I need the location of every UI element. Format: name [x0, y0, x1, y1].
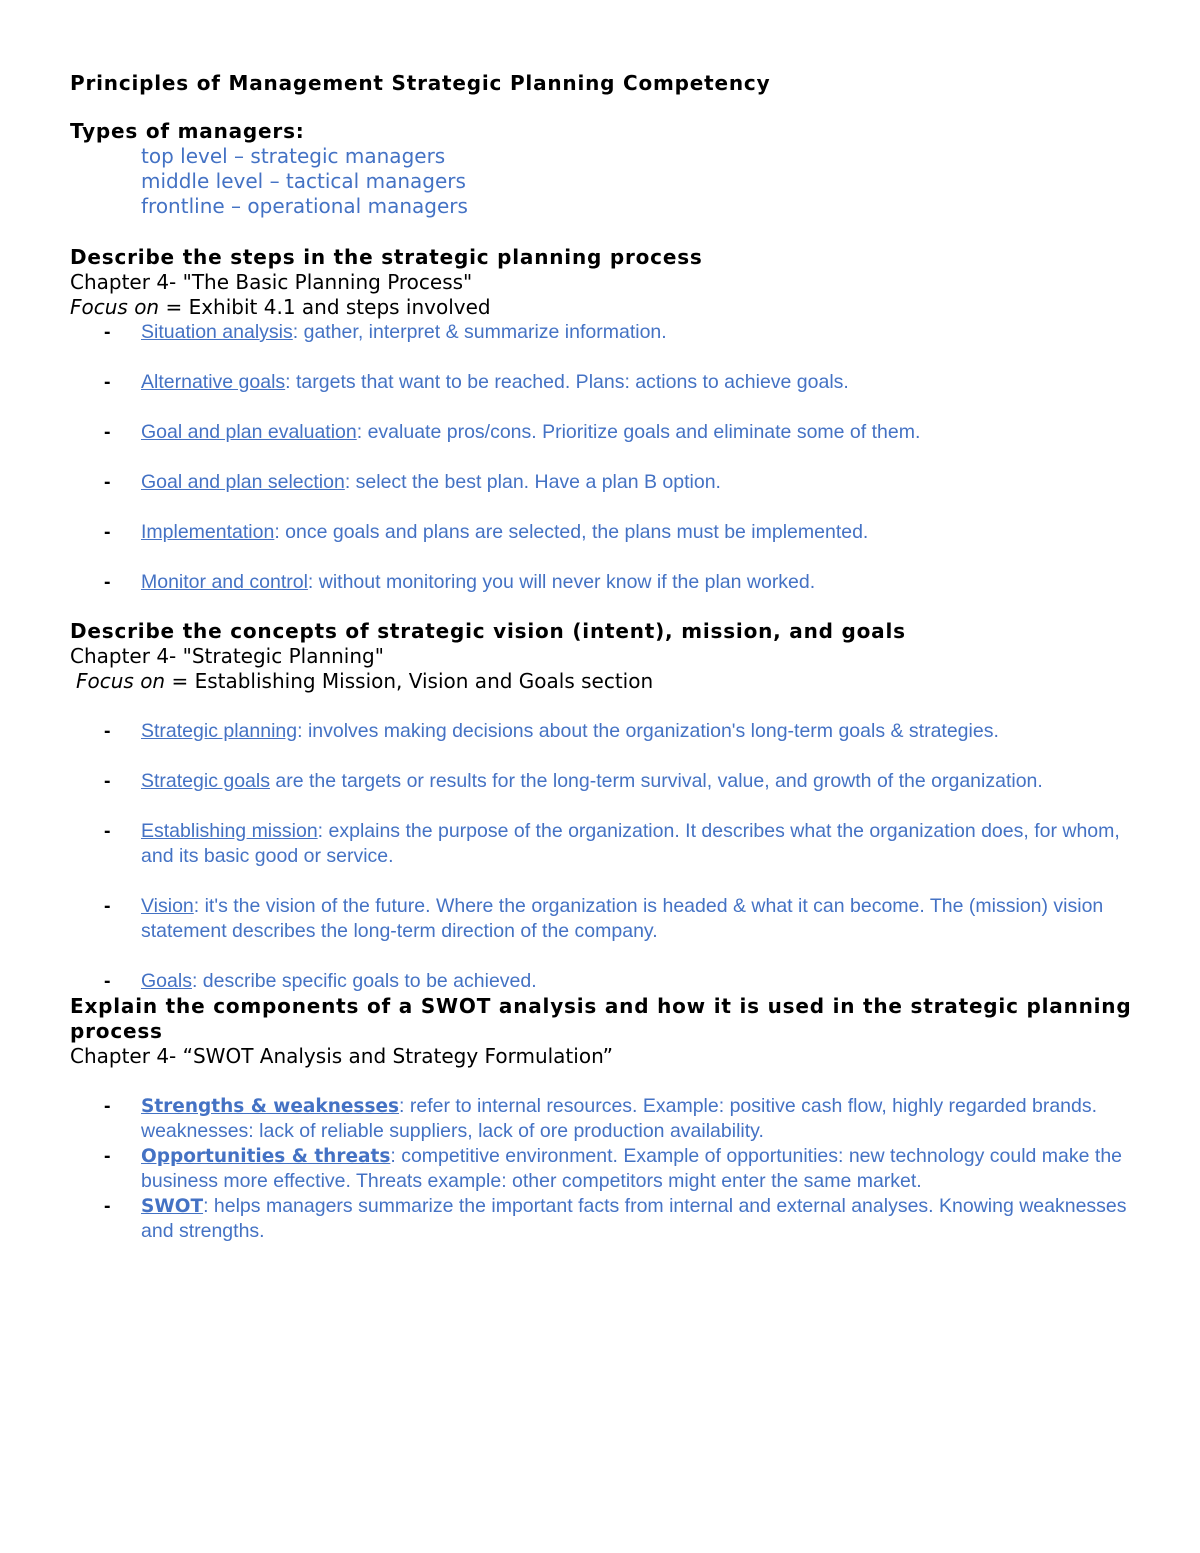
list-text: : evaluate pros/cons. Prioritize goals and eliminate some of them. — [356, 421, 921, 443]
steps-list — [70, 320, 1140, 595]
list-term: Goals — [141, 970, 192, 992]
list-term: Opportunities & threats — [141, 1146, 391, 1167]
managers-heading: Types of managers: — [70, 119, 305, 143]
manager-item: top level – strategic managers — [141, 144, 446, 168]
list-spacer — [70, 545, 1140, 570]
list-text: : refer to internal resources. Example: positive cash flow, highly regarded brands. weaknesses: lack of reliable suppliers, lack of ore production availability. — [141, 1095, 1098, 1142]
list-text: : it's the vision of the future. Where the organization is headed & what it can become. The (mission) vision statement describes the long-term direction of the company. — [141, 895, 1104, 942]
list-text: : explains the purpose of the organization. It describes what the organization does, for whom, and its basic good or service. — [141, 820, 1120, 867]
list-term: Situation analysis — [141, 321, 293, 343]
list-item — [70, 769, 1140, 794]
list-term: Goal and plan selection — [141, 471, 345, 493]
list-spacer — [70, 744, 1140, 769]
focus-label: Focus on — [76, 669, 166, 693]
list-text: : involves making decisions about the organization's long-term goals & strategies. — [297, 720, 999, 742]
section1-focus — [70, 295, 1140, 320]
list-item — [70, 320, 1140, 345]
bullet-dash: - — [104, 970, 111, 992]
bullet-dash: - — [104, 471, 111, 493]
section3-chapter: Chapter 4- “SWOT Analysis and Strategy Formulation” — [70, 1044, 614, 1068]
bullet-dash: - — [104, 371, 111, 393]
list-item — [70, 1144, 1140, 1194]
list-item — [70, 894, 1140, 944]
focus-text: = Establishing Mission, Vision and Goals section — [165, 669, 654, 693]
bullet-dash: - — [104, 571, 111, 593]
list-text: : competitive environment. Example of opportunities: new technology could make the business more effective. Threats example: other competitors might enter the same market. — [141, 1145, 1123, 1192]
list-text: : gather, interpret & summarize information. — [292, 321, 667, 343]
list-item — [70, 969, 1140, 994]
list-term: Implementation — [141, 521, 275, 543]
focus-label: Focus on — [70, 295, 160, 319]
bullet-dash: - — [104, 321, 111, 343]
list-text: are the targets or results for the long-term survival, value, and growth of the organization. — [270, 770, 1043, 792]
section3-heading: Explain the components of a SWOT analysis and how it is used in the strategic planning process — [70, 994, 1132, 1043]
list-term: SWOT — [141, 1196, 204, 1217]
list-text: : helps managers summarize the important facts from internal and external analyses. Knowing weaknesses and strengths. — [141, 1195, 1127, 1242]
list-item — [70, 370, 1140, 395]
list-text: : targets that want to be reached. Plans: actions to achieve goals. — [285, 371, 849, 393]
list-item — [70, 719, 1140, 744]
list-item — [70, 819, 1140, 869]
bullet-dash: - — [104, 421, 111, 443]
section1-heading: Describe the steps in the strategic planning process — [70, 245, 703, 269]
list-item — [70, 520, 1140, 545]
bullet-dash: - — [104, 820, 111, 842]
list-item — [70, 1194, 1140, 1244]
list-spacer — [70, 395, 1140, 420]
list-text: : without monitoring you will never know if the plan worked. — [307, 571, 816, 593]
list-spacer — [70, 495, 1140, 520]
list-term: Establishing mission — [141, 820, 318, 842]
list-term: Monitor and control — [141, 571, 308, 593]
bullet-dash: - — [104, 720, 111, 742]
list-spacer — [70, 445, 1140, 470]
bullet-dash: - — [104, 1095, 111, 1117]
bullet-dash: - — [104, 895, 111, 917]
section1-chapter: Chapter 4- "The Basic Planning Process" — [70, 270, 473, 294]
focus-text: = Exhibit 4.1 and steps involved — [159, 295, 491, 319]
list-item — [70, 470, 1140, 495]
list-text: : once goals and plans are selected, the plans must be implemented. — [274, 521, 869, 543]
section2-heading: Describe the concepts of strategic vision (intent), mission, and goals — [70, 619, 906, 643]
list-term: Vision — [141, 895, 194, 917]
bullet-dash: - — [104, 1195, 111, 1217]
list-spacer — [70, 944, 1140, 969]
document-title: Principles of Management Strategic Planning Competency — [70, 71, 771, 95]
list-term: Alternative goals — [141, 371, 286, 393]
bullet-dash: - — [104, 1145, 111, 1167]
bullet-dash: - — [104, 521, 111, 543]
list-text: : select the best plan. Have a plan B option. — [344, 471, 721, 493]
concepts-list — [70, 719, 1140, 994]
list-spacer — [70, 869, 1140, 894]
bullet-dash: - — [104, 770, 111, 792]
list-term: Strengths & weaknesses — [141, 1096, 400, 1117]
section2-chapter: Chapter 4- "Strategic Planning" — [70, 644, 384, 668]
list-item — [70, 1094, 1140, 1144]
list-term: Strategic goals — [141, 770, 270, 792]
manager-item: middle level – tactical managers — [141, 169, 466, 193]
list-term: Goal and plan evaluation — [141, 421, 357, 443]
manager-item: frontline – operational managers — [141, 194, 468, 218]
list-spacer — [70, 345, 1140, 370]
swot-list — [70, 1094, 1140, 1244]
section2-focus — [70, 669, 1140, 694]
document-page — [70, 68, 1140, 1244]
list-text: : describe specific goals to be achieved. — [191, 970, 537, 992]
list-item — [70, 420, 1140, 445]
list-term: Strategic planning — [141, 720, 298, 742]
list-spacer — [70, 794, 1140, 819]
list-item — [70, 570, 1140, 595]
